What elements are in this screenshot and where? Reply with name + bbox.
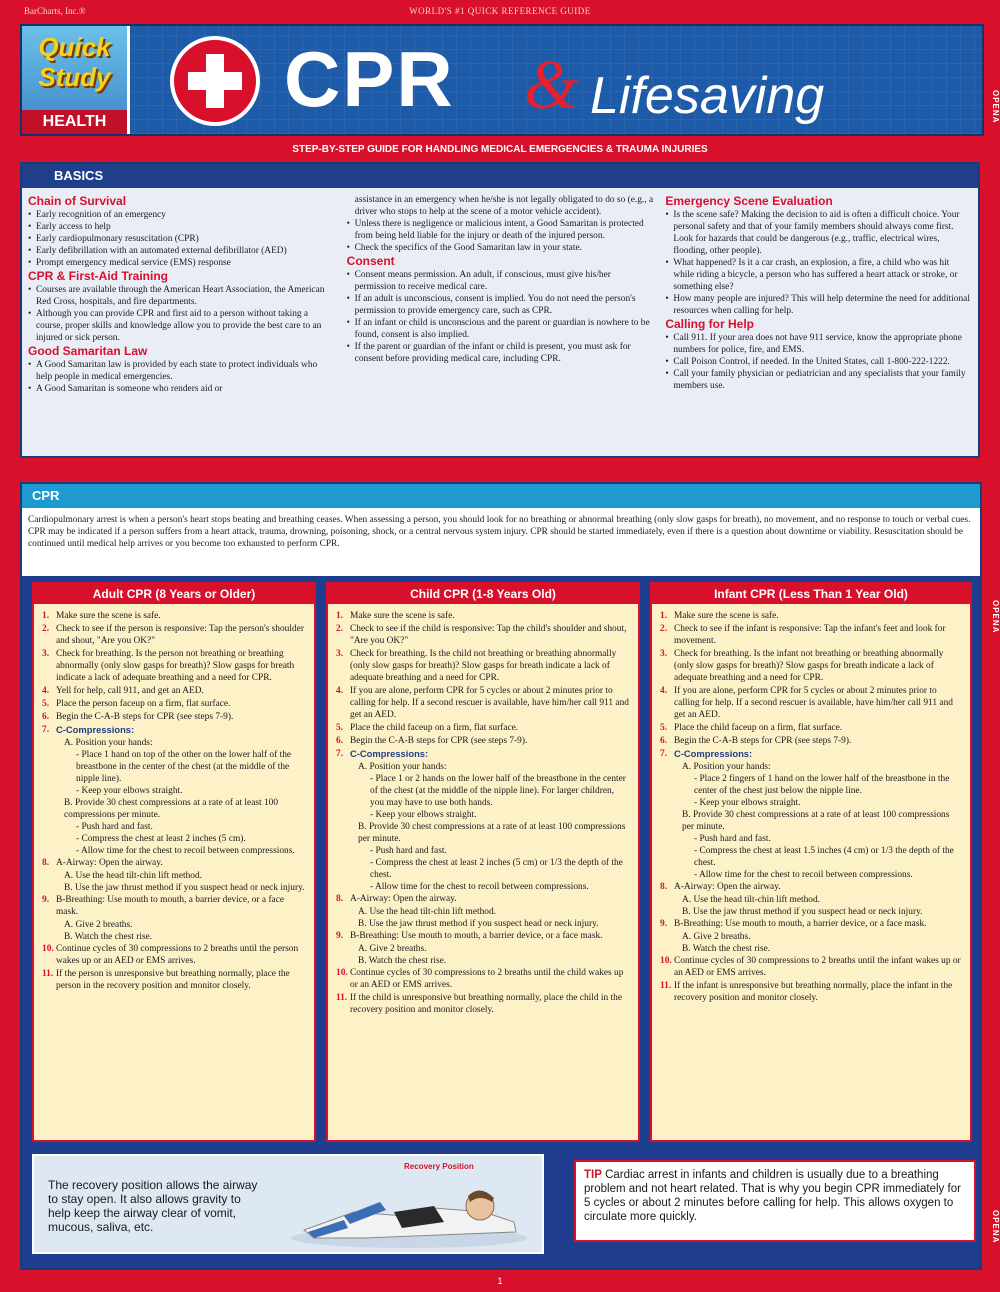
substep: B. Use the jaw thrust method if you suspect head or neck injury. [682, 907, 923, 917]
substep: A. Use the head tilt-chin lift method. [358, 907, 496, 917]
substep: A. Use the head tilt-chin lift method. [64, 871, 202, 881]
step: 8. A-Airway: Open the airway. [660, 882, 781, 892]
quickstudy-logo [22, 26, 130, 134]
step: 6. Begin the C-A-B steps for CPR (see steps 7-9). [42, 712, 234, 722]
chain-of-survival-title: Chain of Survival [28, 194, 127, 208]
substep: B. Watch the chest rise. [64, 932, 153, 942]
title-banner [20, 24, 984, 136]
step: 2. Check to see if the person is responsive: Tap the person's shoulder and shout, "Are you OK?" [42, 624, 304, 646]
list-item: • What happened? Is it a car crash, an explosion, a fire, a child who was hit while riding a bicycle, a person who has suffered a heart attack or stroke, or something else? [665, 257, 972, 293]
basics-column-1 [28, 194, 335, 395]
tip-label: TIP [584, 1169, 602, 1181]
list-item: • Courses are available through the American Heart Association, the American Red Cross, hospitals, and fire departments. [28, 284, 335, 308]
training-title: CPR & First-Aid Training [28, 269, 169, 283]
step: 5. Place the child faceup on a firm, flat surface. [336, 723, 519, 733]
step: 5. Place the person faceup on a firm, flat surface. [42, 699, 231, 709]
substep: B. Use the jaw thrust method if you suspect head or neck injury. [64, 883, 305, 893]
list-item: • Early access to help [28, 221, 335, 233]
step: 9. B-Breathing: Use mouth to mouth, a barrier device, or a face mask. [42, 895, 285, 917]
substep-detail: - Allow time for the chest to recoil between compressions. [76, 846, 295, 856]
step: 6. Begin the C-A-B steps for CPR (see steps 7-9). [660, 736, 852, 746]
step: 2. Check to see if the child is responsive: Tap the child's shoulder and shout, "Are you OK?" [336, 624, 627, 646]
infant-cpr-panel [650, 582, 972, 1142]
substep-detail: - Keep your elbows straight. [370, 810, 477, 820]
substep-detail: - Push hard and fast. [694, 834, 771, 844]
tip-box [574, 1160, 976, 1242]
title-cpr: CPR [284, 35, 455, 123]
substep: A. Give 2 breaths. [358, 944, 427, 954]
list-item: • Call 911. If your area does not have 911 service, know the appropriate phone numbers for police, fire, and EMS. [665, 332, 972, 356]
substep-detail: - Keep your elbows straight. [76, 786, 183, 796]
substep-detail: - Place 1 or 2 hands on the lower half of the breastbone in the center of the chest (at the middle of the nipple line). For larger children, you may have to use both hands. [370, 774, 626, 808]
basics-section [20, 162, 980, 458]
substep-detail: - Push hard and fast. [370, 846, 447, 856]
step: 4. If you are alone, perform CPR for 5 cycles or about 2 minutes prior to calling for help. If a second rescuer is available, have him/her call 911 and get an AED. [660, 686, 953, 720]
basics-column-2 [347, 194, 654, 395]
list-item: • Check the specifics of the Good Samaritan law in your state. [347, 242, 654, 254]
list-item: • A Good Samaritan is someone who renders aid or [28, 383, 335, 395]
side-tab-label: OPENA [991, 90, 1000, 124]
substep: A. Give 2 breaths. [64, 920, 133, 930]
substep-detail: - Compress the chest at least 2 inches (5 cm) or 1/3 the depth of the chest. [370, 858, 623, 880]
cpr-intro: Cardiopulmonary arrest is when a person's heart stops beating and breathing ceases. When assessing a person, you should look for no breathing or abnormal breathing (only slow gasps for breath), no movement, and no response to touch or verbal cues. CPR may be indicated if a person suffers from a heart attack, trauma, drowning, poisoning, shock, or a central nervous system injury. CPR should be started immediately, even if there is a question about downtime or viability. Resuscitation should be continued until medical help arrives or you become too exhausted to perform CPR. [28, 515, 971, 549]
samaritan-title: Good Samaritan Law [28, 344, 148, 358]
substep-detail: - Compress the chest at least 1.5 inches (4 cm) or 1/3 the depth of the chest. [694, 846, 954, 868]
page-number: 1 [497, 1276, 503, 1286]
list-item: • If an infant or child is unconscious and the parent or guardian is nowhere to be found, consent is also implied. [347, 317, 654, 341]
adult-cpr-title: Adult CPR (8 Years or Older) [34, 584, 314, 604]
step: 11. If the infant is unresponsive but breathing normally, place the infant in the recovery position and monitor closely. [660, 981, 953, 1003]
list-item: • Unless there is negligence or malicious intent, a Good Samaritan is protected from being held liable for the injury or death of the injured person. [347, 218, 654, 242]
list-item: • If an adult is unconscious, consent is implied. You do not need the person's permission to provide emergency care, such as CPR. [347, 293, 654, 317]
calling-for-help-title: Calling for Help [665, 317, 755, 331]
recovery-position-illustration [284, 1172, 534, 1252]
list-item: • Call Poison Control, if needed. In the United States, call 1-800-222-1222. [665, 356, 972, 368]
substep-detail: - Push hard and fast. [76, 822, 153, 832]
step: 11. If the child is unresponsive but breathing normally, place the child in the recovery position and monitor closely. [336, 993, 622, 1015]
tip-text: Cardiac arrest in infants and children is usually due to a breathing problem and not heart related. That is why you begin CPR immediately for 5 cycles or about 2 minutes before calling for help. This allows oxygen to circulate more quickly. [584, 1169, 961, 1223]
list-item: • Consent means permission. An adult, if conscious, must give his/her permission to receive medical care. [347, 269, 654, 293]
substep: B. Use the jaw thrust method if you suspect head or neck injury. [358, 919, 599, 929]
logo-word-quick: Quick [38, 32, 111, 62]
medical-cross-icon [170, 36, 260, 126]
step: 3. Check for breathing. Is the person not breathing or breathing abnormally (only slow gasps for breath)? Slow gasps for breath indicate a lack of adequate breathing and a need for CPR. [42, 649, 295, 683]
title-lifesaving: Lifesaving [590, 67, 825, 125]
series-tagline: WORLD'S #1 QUICK REFERENCE GUIDE [409, 6, 591, 16]
step: 10. Continue cycles of 30 compressions to 2 breaths until the child wakes up or an AED or EMS arrives. [336, 968, 624, 990]
consent-title: Consent [346, 254, 395, 268]
substep: A. Give 2 breaths. [682, 932, 751, 942]
list-item: • Although you can provide CPR and first aid to a person without taking a course, proper skills and knowledge allow you to provide the best care to an injured or sick person. [28, 308, 335, 344]
substep: A. Position your hands: [64, 738, 153, 748]
cpr-section [20, 482, 982, 1270]
cpr-heading: CPR [22, 484, 980, 508]
substep: A. Position your hands: [682, 762, 771, 772]
recovery-position-text: The recovery position allows the airway to stay open. It also allows gravity to help keep the airway clear of vomit, mucous, saliva, etc. [48, 1178, 258, 1234]
substep-detail: - Place 1 hand on top of the other on the lower half of the breastbone in the center of the chest (at the middle of the nipple line). [76, 750, 292, 784]
child-cpr-panel [326, 582, 640, 1142]
step: 9. B-Breathing: Use mouth to mouth, a barrier device, or a face mask. [336, 931, 603, 941]
list-item: • Early cardiopulmonary resuscitation (CPR) [28, 233, 335, 245]
substep-detail: - Compress the chest at least 2 inches (5 cm). [76, 834, 246, 844]
step: 3. Check for breathing. Is the child not breathing or breathing abnormally (only slow gasps for breath)? Slow gasps for breath indicate a lack of adequate breathing and a need for CPR. [336, 649, 617, 683]
cpr-panels-area [22, 576, 980, 1268]
title-ampersand: & [524, 47, 579, 124]
logo-word-study: Study [38, 62, 111, 92]
list-item: • If the parent or guardian of the infant or child is present, you must ask for consent before providing medical care, including CPR. [347, 341, 654, 365]
step: 7. C-Compressions: [42, 724, 135, 735]
scene-evaluation-title: Emergency Scene Evaluation [665, 194, 833, 208]
substep: A. Use the head tilt-chin lift method. [682, 895, 820, 905]
step: 7. C-Compressions: [336, 748, 429, 759]
step: 7. C-Compressions: [660, 748, 753, 759]
child-cpr-title: Child CPR (1-8 Years Old) [328, 584, 638, 604]
samaritan-continued: assistance in an emergency when he/she is not legally obligated to do so (e.g., a driver who stops to help at the scene of a motor vehicle accident). [354, 195, 654, 217]
recovery-position-box [32, 1154, 544, 1254]
step: 4. If you are alone, perform CPR for 5 cycles or about 2 minutes prior to calling for help. If a second rescuer is available, have him/her call 911 and get an AED. [336, 686, 629, 720]
adult-cpr-panel [32, 582, 316, 1142]
step: 10. Continue cycles of 30 compressions to 2 breaths until the person wakes up or an AED or EMS arrives. [42, 944, 299, 966]
step: 5. Place the child faceup on a firm, flat surface. [660, 723, 843, 733]
substep-detail: - Place 2 fingers of 1 hand on the lower half of the breastbone in the center of the chest just below the nipple line. [694, 774, 950, 796]
step: 10. Continue cycles of 30 compressions to 2 breaths until the infant wakes up or an AED or EMS arrives. [660, 956, 961, 978]
substep: B. Watch the chest rise. [682, 944, 771, 954]
step: 8. A-Airway: Open the airway. [336, 894, 457, 904]
substep-detail: - Allow time for the chest to recoil between compressions. [694, 870, 913, 880]
recovery-position-caption: Recovery Position [404, 1162, 474, 1171]
step: 11. If the person is unresponsive but breathing normally, place the person in the recovery position and monitor closely. [42, 969, 290, 991]
infant-cpr-title: Infant CPR (Less Than 1 Year Old) [652, 584, 970, 604]
side-tab-label: OPENA [991, 600, 1000, 634]
substep: A. Position your hands: [358, 762, 447, 772]
substep-detail: - Allow time for the chest to recoil between compressions. [370, 882, 589, 892]
list-item: • A Good Samaritan law is provided by each state to protect individuals who help people in medical emergencies. [28, 359, 335, 383]
list-item: • Early recognition of an emergency [28, 209, 335, 221]
step: 1. Make sure the scene is safe. [660, 611, 779, 621]
logo-category: HEALTH [22, 110, 127, 134]
list-item: • How many people are injured? This will help determine the need for additional resources when calling for help. [665, 293, 972, 317]
basics-column-3 [665, 194, 972, 395]
step: 8. A-Airway: Open the airway. [42, 858, 163, 868]
step: 1. Make sure the scene is safe. [42, 611, 161, 621]
list-item: • Call your family physician or pediatrician and any specialists that your family members use. [665, 368, 972, 392]
list-item: • Prompt emergency medical service (EMS) response [28, 257, 335, 269]
step: 4. Yell for help, call 911, and get an AED. [42, 686, 204, 696]
list-item: • Is the scene safe? Making the decision to aid is often a difficult choice. Your personal safety and that of your family members should always come first. Look for hazards that could be dangerous (e.g., traffic, electrical wires, flooding, other people). [665, 209, 972, 257]
step: 9. B-Breathing: Use mouth to mouth, a barrier device, or a face mask. [660, 919, 927, 929]
substep-detail: - Keep your elbows straight. [694, 798, 801, 808]
step: 1. Make sure the scene is safe. [336, 611, 455, 621]
substep: B. Provide 30 chest compressions at a rate of at least 100 compressions per minute. [64, 798, 279, 820]
substep: B. Watch the chest rise. [358, 956, 447, 966]
substep: B. Provide 30 chest compressions at a rate of at least 100 compressions per minute. [682, 810, 950, 832]
basics-heading: BASICS [22, 164, 978, 188]
list-item: • Early defibrillation with an automated external defibrillator (AED) [28, 245, 335, 257]
step: 2. Check to see if the infant is responsive: Tap the infant's feet and look for movement. [660, 624, 946, 646]
side-tab-label: OPENA [991, 1210, 1000, 1244]
step: 3. Check for breathing. Is the infant not breathing or breathing abnormally (only slow gasps for breath)? Slow gasps for breath indicate a lack of adequate breathing and a need for CPR. [660, 649, 944, 683]
substep: B. Provide 30 chest compressions at a rate of at least 100 compressions per minute. [358, 822, 626, 844]
publisher-credit: BarCharts, Inc.® [24, 6, 86, 16]
step: 6. Begin the C-A-B steps for CPR (see steps 7-9). [336, 736, 528, 746]
page-subtitle: STEP-BY-STEP GUIDE FOR HANDLING MEDICAL EMERGENCIES & TRAUMA INJURIES [292, 144, 708, 155]
